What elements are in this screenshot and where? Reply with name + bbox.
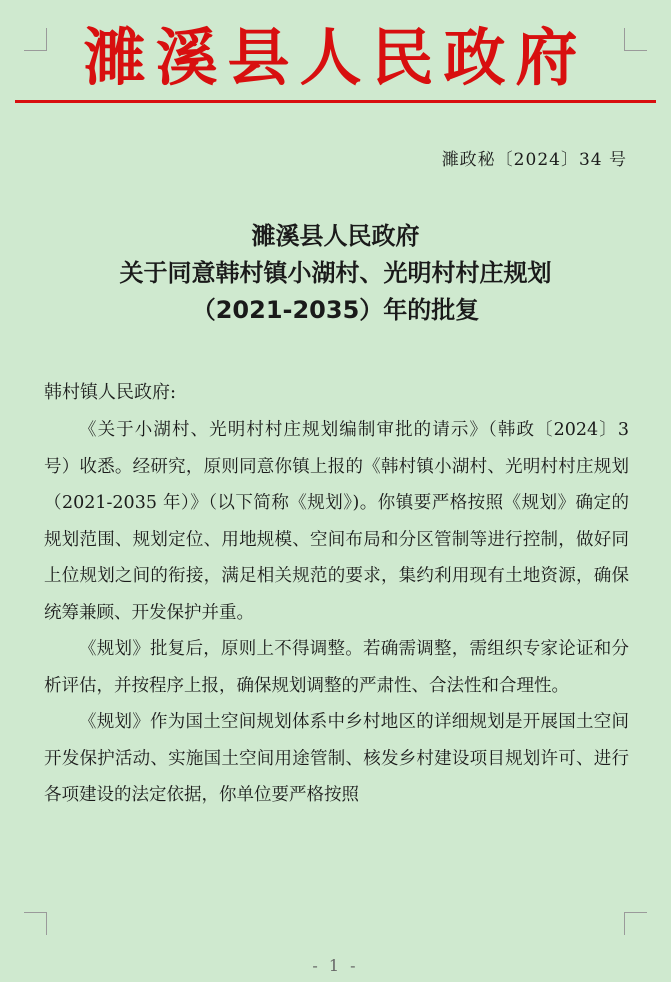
- body-paragraph-3: 《规划》作为国土空间规划体系中乡村地区的详细规划是开展国土空间开发保护活动、实施国土空间用途管制、核发乡村建设项目规划许可、进行各项建设的法定依据，你单位要严格按照: [44, 712, 629, 805]
- body-paragraph-1: 《关于小湖村、光明村村庄规划编制审批的请示》（韩政〔2024〕3 号）收悉。经研究，原则同意你镇上报的《韩村镇小湖村、光明村村庄规划（2021-2035 年）》（以下简称《规划》)。你镇要严格按照《规划》确定的规划范围、规划定位、用地规模、空间布局和分区管制等进行控制，做好同上位规划之间的衔接，满足相关规范的要求，集约利用现有土地资源，确保统筹兼顾、开发保护并重。: [44, 420, 629, 623]
- document-header: 濉溪县人民政府: [83, 21, 588, 94]
- addressee: 韩村镇人民政府:: [44, 382, 177, 403]
- title-line-1: 濉溪县人民政府: [251, 222, 420, 250]
- title-line-2: 关于同意韩村镇小湖村、光明村村庄规划: [119, 259, 552, 287]
- page-number: - 1 -: [312, 956, 359, 975]
- crop-mark-bottom-right: [624, 912, 647, 935]
- document-body: [44, 412, 629, 814]
- header-red-rule: [15, 100, 656, 103]
- document-number: 濉政秘〔2024〕34 号: [441, 150, 627, 170]
- title-line-3: （2021-2035）年的批复: [191, 296, 480, 324]
- document-title: [0, 218, 671, 329]
- crop-mark-bottom-left: [24, 912, 47, 935]
- body-paragraph-2: 《规划》批复后，原则上不得调整。若确需调整，需组织专家论证和分析评估，并按程序上报，确保规划调整的严肃性、合法性和合理性。: [44, 639, 629, 696]
